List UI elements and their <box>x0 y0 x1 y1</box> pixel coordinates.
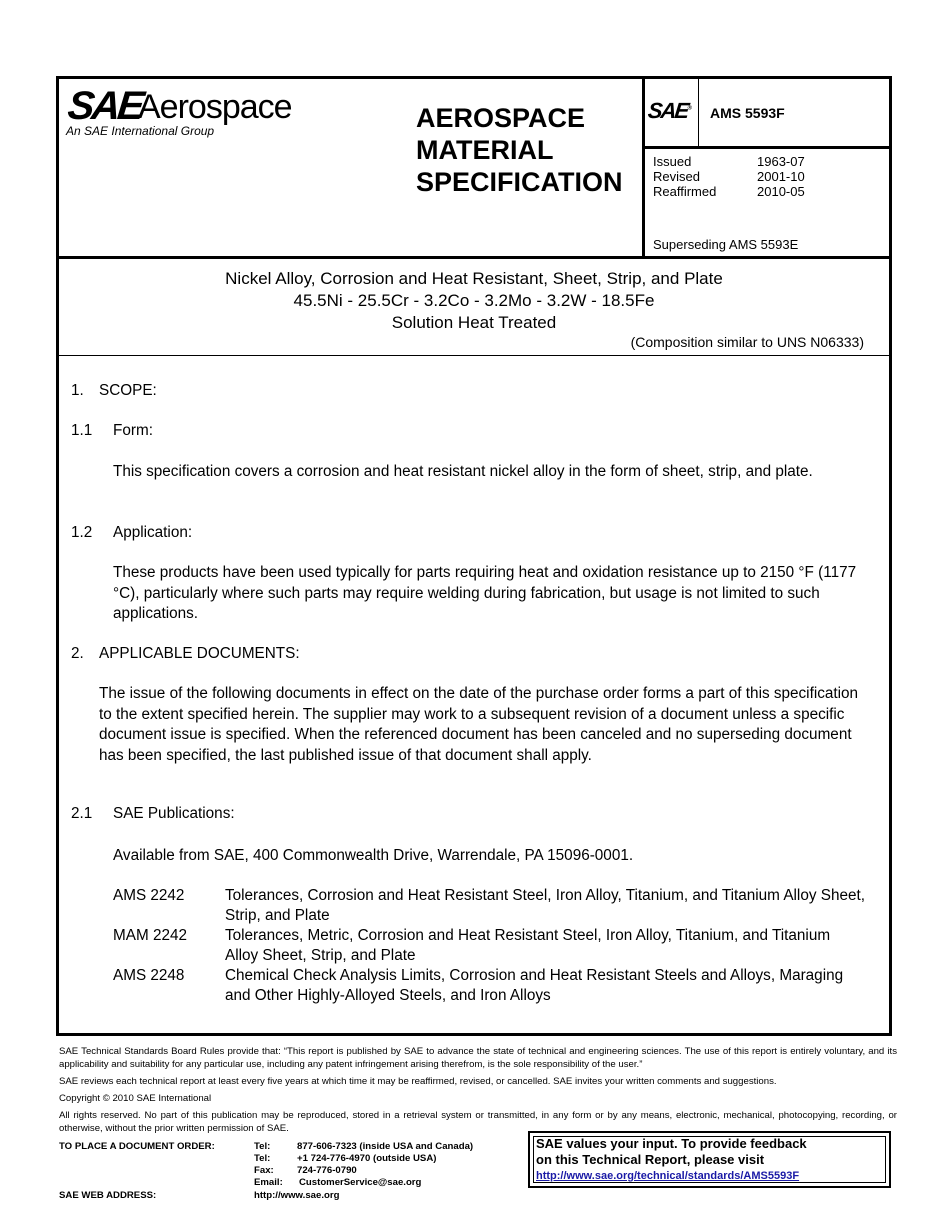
section-heading-publications: SAE Publications: <box>113 805 235 822</box>
reference-code: MAM 2242 <box>113 927 187 944</box>
feedback-line: on this Technical Report, please visit <box>536 1152 765 1167</box>
issued-date: 1963-07 <box>757 154 805 169</box>
application-paragraph: These products have been used typically for parts requiring heat and oxidation resistance up to 2150 °F (1177 °C), particularly where such parts may require welding during fabrication, but usage is not limited to such applications. <box>113 564 857 622</box>
sae-small-logo-text: SAE <box>646 98 689 123</box>
section-heading-scope: SCOPE: <box>99 382 157 399</box>
rights-notice: All rights reserved. No part of this publication may be reproduced, stored in a retrieval system or transmitted, in any form or by any means, electronic, mechanical, photocopying, recording, or otherwise, without the prior written permission of SAE. <box>59 1110 897 1134</box>
logo-subtitle: An SAE International Group <box>66 124 215 138</box>
review-notice: SAE reviews each technical report at least every five years at which time it may be reaffirmed, revised, or cancelled. SAE invites your written comments and suggestions. <box>59 1076 777 1087</box>
email-link[interactable]: CustomerService@sae.org <box>299 1177 422 1188</box>
doc-id-divider <box>642 146 892 149</box>
copyright-notice: Copyright © 2010 SAE International <box>59 1093 212 1104</box>
section-number: 2. <box>71 645 84 662</box>
title-divider <box>59 355 889 356</box>
board-rules-notice: SAE Technical Standards Board Rules provide that: “This report is published by SAE to advance the state of technical and engineering sciences. The use of this report is entirely voluntary, and its applicability and suitability for any particular use, including any patent infringement arising therefrom, is the sole responsibility of the user.” <box>59 1046 897 1070</box>
reference-description: Chemical Check Analysis Limits, Corrosion and Heat Resistant Steels and Alloys, Maraging and Other Highly-Alloyed Steels, and Iron Alloys <box>225 967 844 1004</box>
spec-title <box>416 102 623 198</box>
spec-title-line: SPECIFICATION <box>416 167 623 197</box>
reference-description: Tolerances, Corrosion and Heat Resistant Steel, Iron Alloy, Titanium, and Titanium Alloy Sheet, Strip, and Plate <box>225 887 865 924</box>
header-divider <box>56 256 892 259</box>
documents-paragraph: The issue of the following documents in effect on the date of the purchase order forms a part of this specification to the extent specified herein. The supplier may work to a subsequent revision of a document unless a specific document issue is specified. When the referenced document has been canceled and no superseding document has been specified, the last published issue of that document shall apply. <box>99 685 859 764</box>
publications-availability: Available from SAE, 400 Commonwealth Drive, Warrendale, PA 15096-0001. <box>113 847 634 864</box>
aerospace-logo-text: Aerospace <box>138 88 292 126</box>
contact-label: Email: <box>254 1177 283 1188</box>
feedback-line: SAE values your input. To provide feedback <box>536 1136 807 1151</box>
form-paragraph: This specification covers a corrosion and heat resistant nickel alloy in the form of sheet, strip, and plate. <box>113 463 813 480</box>
order-label: TO PLACE A DOCUMENT ORDER: <box>59 1141 215 1152</box>
contact-label: Fax: <box>254 1165 274 1176</box>
composition-note: (Composition similar to UNS N06333) <box>630 334 864 350</box>
reference-code: AMS 2242 <box>113 887 185 904</box>
section-number: 2.1 <box>71 805 93 822</box>
section-heading-documents: APPLICABLE DOCUMENTS: <box>99 645 300 662</box>
section-heading-form: Form: <box>113 422 153 439</box>
revised-label: Revised <box>653 169 700 184</box>
composition-formula: 45.5Ni - 25.5Cr - 3.2Co - 3.2Mo - 3.2W - 18.5Fe <box>293 291 655 310</box>
reference-code: AMS 2248 <box>113 967 185 984</box>
reaffirmed-date: 2010-05 <box>757 184 805 199</box>
document-id: AMS 5593F <box>710 105 785 121</box>
spec-title-line: AEROSPACE <box>416 103 586 133</box>
contact-label: Tel: <box>254 1141 271 1152</box>
section-number: 1.1 <box>71 422 93 439</box>
contact-value: +1 724-776-4970 (outside USA) <box>297 1153 437 1164</box>
superseding-note: Superseding AMS 5593E <box>653 237 799 252</box>
section-number: 1.2 <box>71 524 93 541</box>
issued-label: Issued <box>653 154 692 169</box>
section-heading-application: Application: <box>113 524 193 541</box>
contact-label: Tel: <box>254 1153 271 1164</box>
web-address-label: SAE WEB ADDRESS: <box>59 1190 157 1201</box>
header-vertical-rule <box>642 76 645 258</box>
feedback-text <box>536 1136 807 1184</box>
revised-date: 2001-10 <box>757 169 805 184</box>
contact-value: 877-606-7323 (inside USA and Canada) <box>297 1141 474 1152</box>
sae-small-logo <box>647 98 693 124</box>
material-title: Nickel Alloy, Corrosion and Heat Resistant, Sheet, Strip, and Plate <box>225 269 723 288</box>
section-number: 1. <box>71 382 84 399</box>
web-address-link[interactable]: http://www.sae.org <box>254 1190 340 1201</box>
registered-mark: ® <box>687 105 693 112</box>
reference-description: Tolerances, Metric, Corrosion and Heat Resistant Steel, Iron Alloy, Titanium, and Titanium Alloy Sheet, Strip, and Plate <box>225 927 831 964</box>
sae-logo: SAE <box>65 84 144 128</box>
heat-treatment: Solution Heat Treated <box>391 313 557 332</box>
spec-title-line: MATERIAL <box>416 135 554 165</box>
logo-cell-rule <box>698 76 699 148</box>
contact-value: 724-776-0790 <box>297 1165 357 1176</box>
feedback-link[interactable]: http://www.sae.org/technical/standards/AMS5593F <box>536 1170 800 1182</box>
reaffirmed-label: Reaffirmed <box>653 184 717 199</box>
